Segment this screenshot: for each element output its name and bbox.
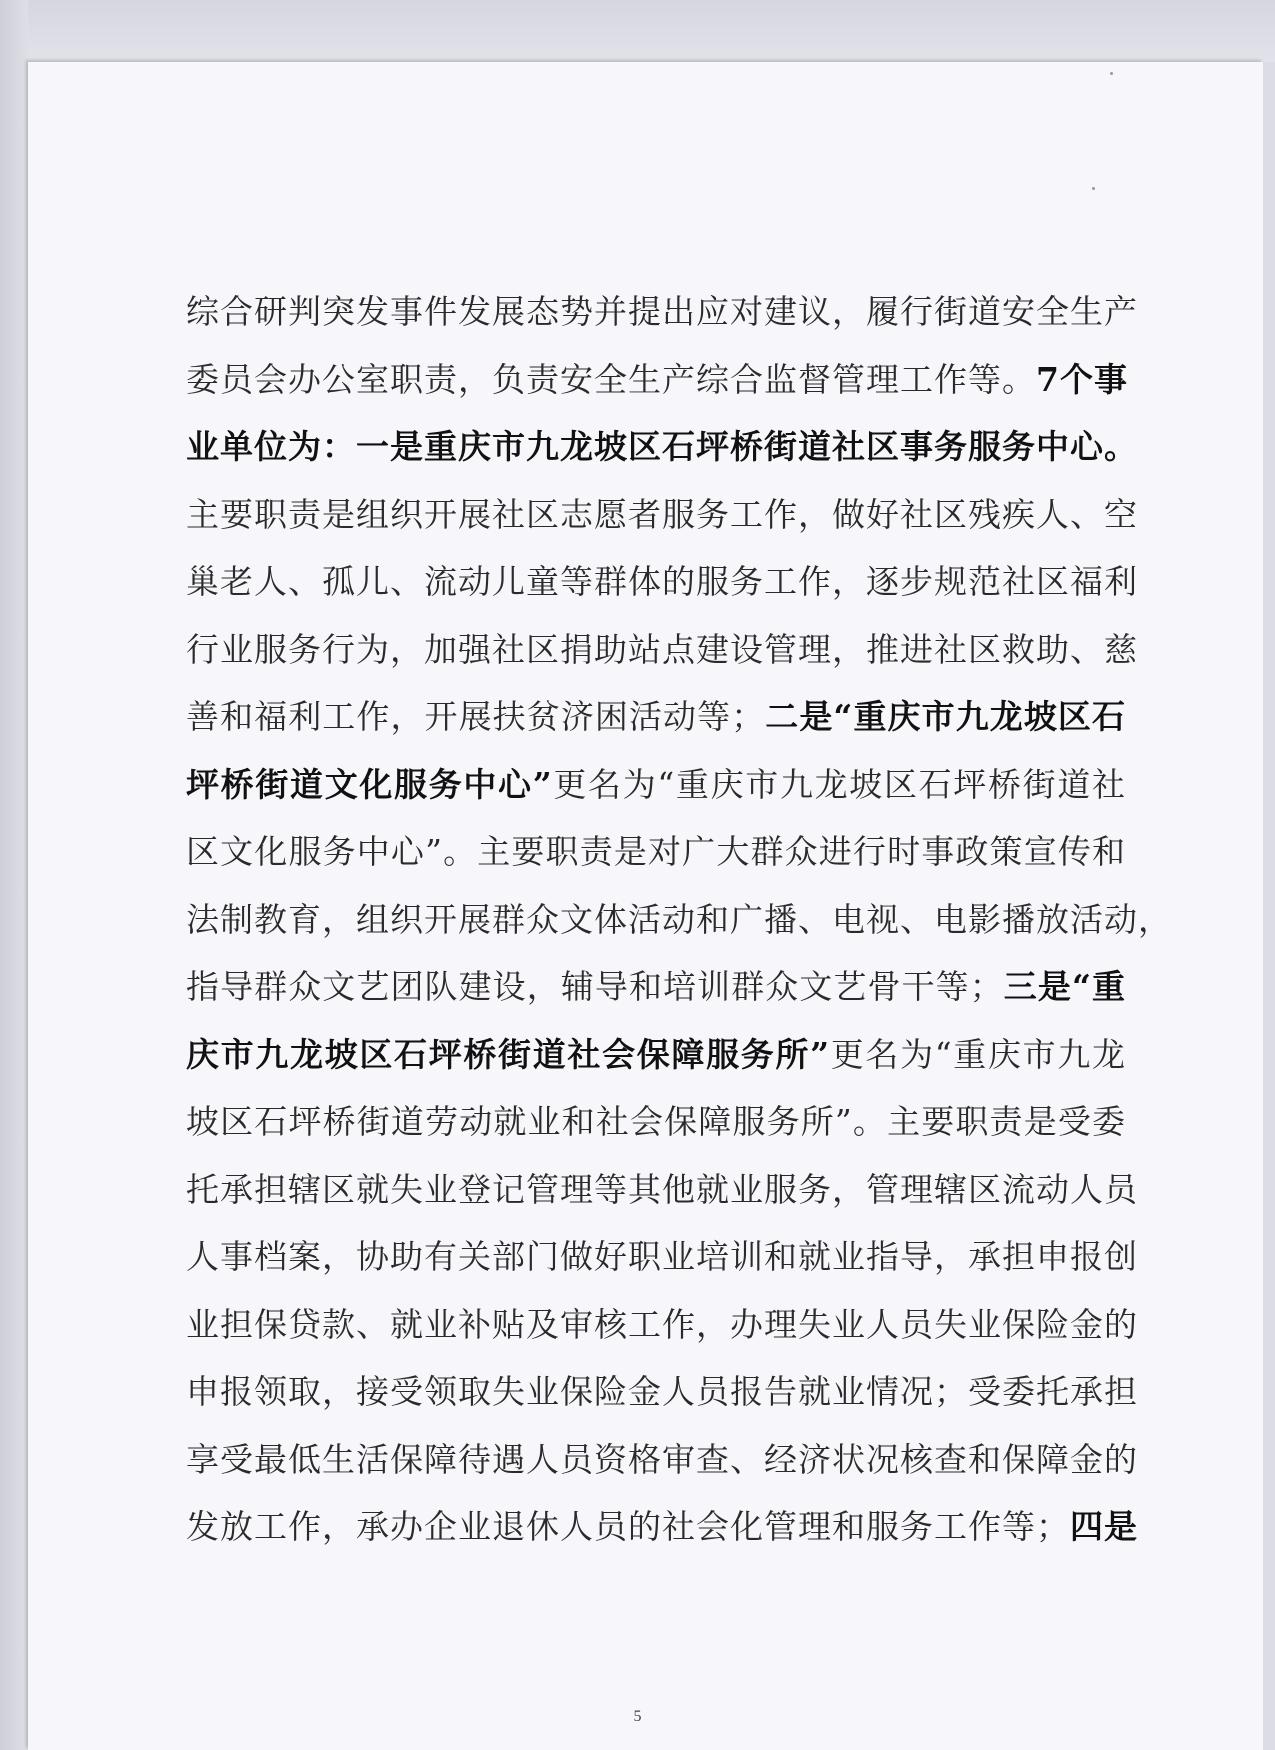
text-line	[186, 818, 1126, 886]
scan-speck	[1110, 72, 1113, 75]
text-segment: 人事档案，协助有关部门做好职业培训和就业指导，承担申报创	[186, 1237, 1138, 1276]
text-line	[186, 481, 1138, 549]
text-segment: 巢老人、孤儿、流动儿童等群体的服务工作，逐步规范社区福利	[186, 562, 1138, 601]
text-line	[186, 886, 1172, 954]
text-segment: 坡区石坪桥街道劳动就业和社会保障服务所”。主要职责是受委	[186, 1102, 1126, 1141]
bold-text-segment: 坪桥街道文化服务中心”	[186, 764, 553, 804]
bold-text-segment: 庆市九龙坡区石坪桥街道社会保障服务所”	[186, 1034, 831, 1074]
bold-text-segment: 7个事	[1036, 359, 1128, 399]
text-segment: 申报领取，接受领取失业保险金人员报告就业情况；受委托承担	[186, 1372, 1138, 1411]
scan-top-edge	[0, 0, 1275, 62]
text-line	[186, 953, 1126, 1021]
text-line	[186, 616, 1138, 684]
text-line	[186, 1291, 1138, 1359]
bold-text-segment: 业单位为：一是重庆市九龙坡区石坪桥街道社区事务服务中心。	[186, 427, 1138, 466]
text-segment: 行业服务行为，加强社区捐助站点建设管理，推进社区救助、慈	[186, 629, 1138, 669]
text-line	[186, 1223, 1138, 1291]
text-line	[186, 1021, 1126, 1089]
body-text	[186, 278, 1172, 1561]
text-segment: 托承担辖区就失业登记管理等其他就业服务，管理辖区流动人员	[186, 1169, 1138, 1209]
text-line	[186, 683, 1126, 751]
text-line	[186, 1358, 1138, 1426]
text-line	[186, 548, 1138, 616]
text-segment: 享受最低生活保障待遇人员资格审查、经济状况核查和保障金的	[186, 1439, 1138, 1479]
text-segment: 业担保贷款、就业补贴及审核工作，办理失业人员失业保险金的	[186, 1304, 1138, 1344]
text-segment: 更名为“重庆市九龙	[830, 1034, 1126, 1074]
text-segment: 主要职责是组织开展社区志愿者服务工作，做好社区残疾人、空	[186, 494, 1138, 534]
scan-speck	[1092, 187, 1095, 190]
text-segment: 综合研判突发事件发展态势并提出应对建议，履行街道安全生产	[186, 292, 1138, 331]
bold-text-segment: 二是“重庆市九龙坡区石	[765, 697, 1127, 736]
text-line	[186, 1426, 1138, 1494]
text-line	[186, 1156, 1138, 1224]
text-line	[186, 278, 1138, 346]
text-line	[186, 1493, 1138, 1561]
text-line	[186, 751, 1126, 819]
text-segment: 法制教育，组织开展群众文体活动和广播、电视、电影播放活动，	[186, 899, 1172, 939]
text-segment: 委员会办公室职责，负责安全生产综合监督管理工作等。	[186, 359, 1036, 399]
text-segment: 区文化服务中心”。主要职责是对广大群众进行时事政策宣传和	[186, 832, 1126, 871]
bold-text-segment: 四是	[1070, 1507, 1138, 1546]
text-segment: 指导群众文艺团队建设，辅导和培训群众文艺骨干等；	[186, 967, 1004, 1006]
bold-text-segment: 三是“重	[1003, 967, 1126, 1006]
text-line	[186, 346, 1126, 414]
scan-left-edge	[0, 0, 28, 1750]
text-segment: 更名为“重庆市九龙坡区石坪桥街道社	[552, 764, 1126, 804]
text-line	[186, 1088, 1126, 1156]
page-number: 5	[633, 1708, 642, 1725]
text-line	[186, 413, 1138, 481]
text-segment: 发放工作，承办企业退休人员的社会化管理和服务工作等；	[186, 1507, 1070, 1546]
text-segment: 善和福利工作，开展扶贫济困活动等；	[186, 697, 766, 736]
